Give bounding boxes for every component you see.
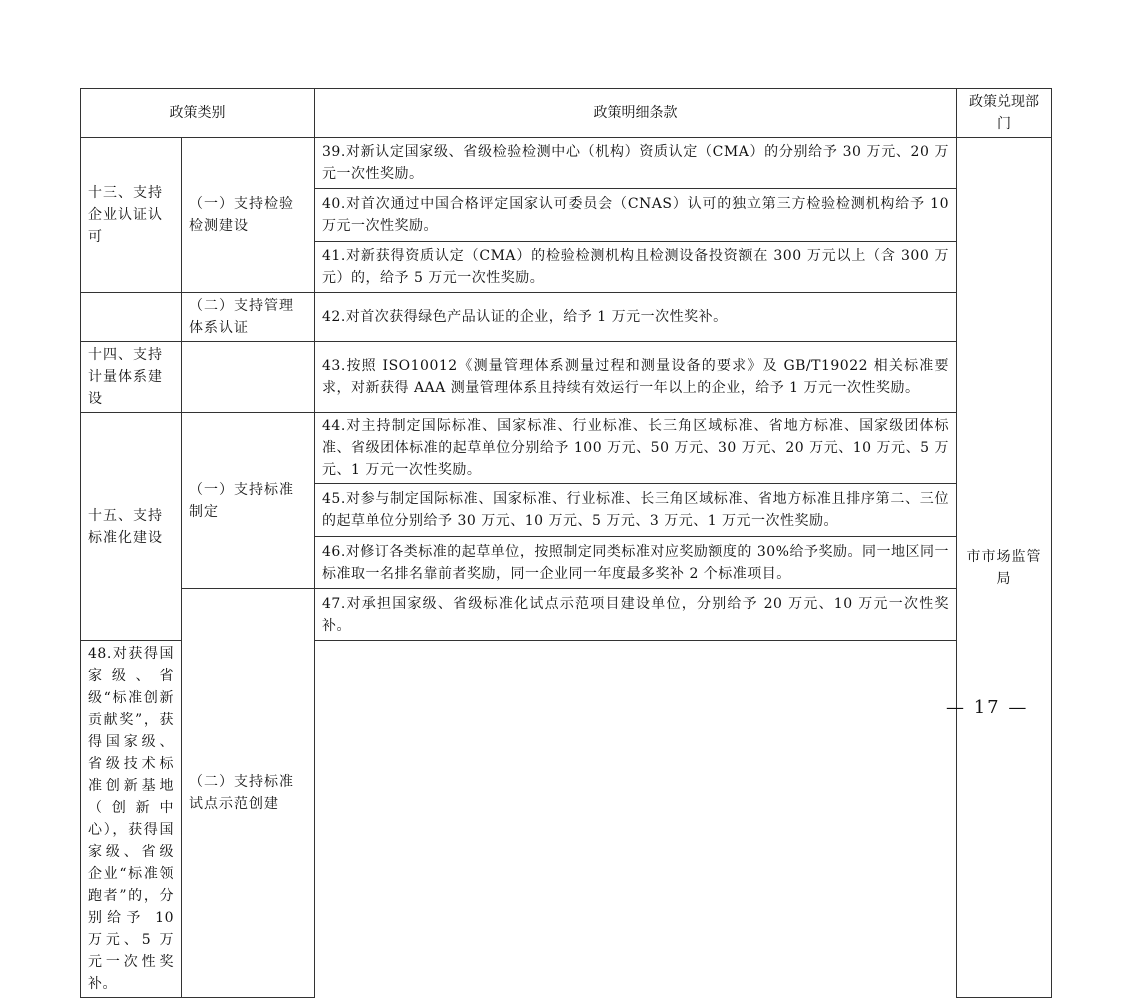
page-number: — 17 — [946, 697, 1029, 718]
department-cell: 市市场监管局 [957, 138, 1052, 998]
category-cell: 十三、支持企业认证认可 [81, 138, 182, 293]
table-row [81, 138, 1052, 189]
category-cell: 十四、支持计量体系建设 [81, 342, 182, 413]
clause-cell: 48.对获得国家级、省级“标准创新贡献奖”，获得国家级、省级技术标准创新基地（创新中心），获得国家级、省级企业“标准领跑者”的，分别给予 10 万元、5 万元一次性奖补。 [81, 641, 182, 998]
subcategory-cell [182, 342, 315, 413]
header-detail: 政策明细条款 [315, 89, 957, 138]
clause-cell: 39.对新认定国家级、省级检验检测中心（机构）资质认定（CMA）的分别给予 30 万元、20 万元一次性奖励。 [315, 138, 957, 189]
clause-cell: 41.对新获得资质认定（CMA）的检验检测机构且检测设备投资额在 300 万元以上（含 300 万元）的，给予 5 万元一次性奖励。 [315, 242, 957, 293]
table-row [81, 342, 1052, 413]
clause-cell: 44.对主持制定国际标准、国家标准、行业标准、长三角区域标准、省地方标准、国家级团体标准、省级团体标准的起草单位分别给予 100 万元、50 万元、30 万元、20 万元、10 万元、5 万元、1 万元一次性奖励。 [315, 413, 957, 484]
header-row [81, 89, 1052, 138]
table-row [81, 293, 1052, 342]
clause-cell: 43.按照 ISO10012《测量管理体系测量过程和测量设备的要求》及 GB/T19022 相关标准要求，对新获得 AAA 测量管理体系且持续有效运行一年以上的企业，给予 1 万元一次性奖励。 [315, 342, 957, 413]
subcategory-cell: （一）支持标准制定 [182, 413, 315, 589]
table-row [81, 589, 1052, 641]
clause-cell: 40.对首次通过中国合格评定国家认可委员会（CNAS）认可的独立第三方检验检测机构给予 10 万元一次性奖励。 [315, 189, 957, 242]
subcategory-cell: （一）支持检验检测建设 [182, 138, 315, 293]
clause-cell: 42.对首次获得绿色产品认证的企业，给予 1 万元一次性奖补。 [315, 293, 957, 342]
clause-cell: 45.对参与制定国际标准、国家标准、行业标准、长三角区域标准、省地方标准且排序第二、三位的起草单位分别给予 30 万元、10 万元、5 万元、3 万元、1 万元一次性奖励。 [315, 484, 957, 537]
clause-cell: 47.对承担国家级、省级标准化试点示范项目建设单位，分别给予 20 万元、10 万元一次性奖补。 [315, 589, 957, 641]
header-category: 政策类别 [81, 89, 315, 138]
category-cell: 十五、支持标准化建设 [81, 413, 182, 641]
table-row [81, 413, 1052, 484]
clause-cell: 46.对修订各类标准的起草单位，按照制定同类标准对应奖励额度的 30%给予奖励。同一地区同一标准取一名排名靠前者奖励，同一企业同一年度最多奖补 2 个标准项目。 [315, 537, 957, 589]
subcategory-cell: （二）支持管理体系认证 [182, 293, 315, 342]
subcategory-cell: （二）支持标准试点示范创建 [182, 589, 315, 998]
category-cell-empty [81, 293, 182, 342]
header-department: 政策兑现部门 [957, 89, 1052, 138]
policy-table [80, 88, 1052, 998]
